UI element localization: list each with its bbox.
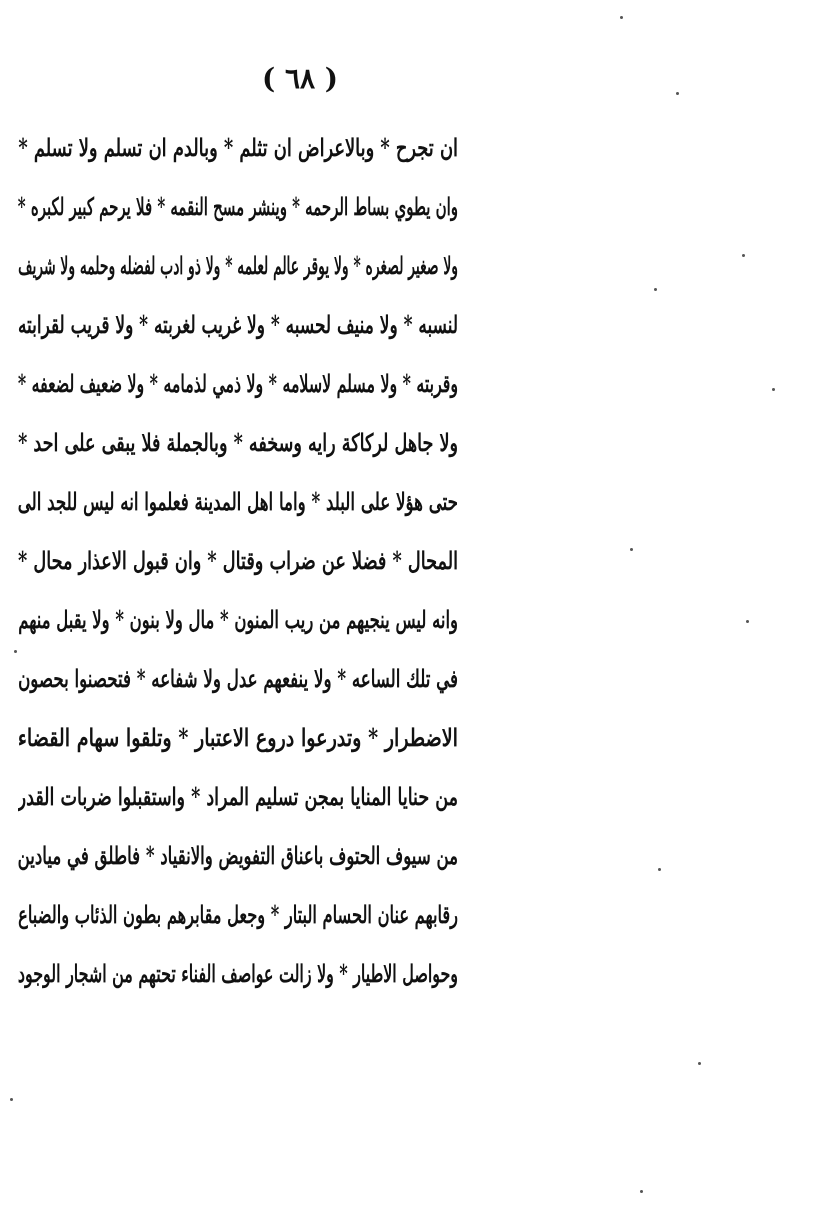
text-line bbox=[18, 354, 458, 413]
line-text: لنسبه * ولا منيف لحسبه * ولا غريب لغربته * ولا قريب لقرابته bbox=[18, 310, 458, 339]
text-line bbox=[18, 472, 458, 531]
text-line bbox=[18, 767, 458, 826]
scan-speck bbox=[14, 650, 17, 653]
scan-speck bbox=[630, 548, 633, 551]
scan-speck bbox=[658, 868, 661, 871]
scan-speck bbox=[698, 1062, 701, 1065]
line-text: ولا صغير لصغره * ولا يوقر عالم لعلمه * ولا ذو ادب لفضله وحلمه ولا شريف bbox=[18, 251, 458, 280]
text-line bbox=[18, 531, 458, 590]
line-text: وقربته * ولا مسلم لاسلامه * ولا ذمي لذمامه * ولا ضعيف لضعفه * bbox=[18, 369, 458, 398]
scan-speck bbox=[620, 16, 623, 19]
line-text: رقابهم عنان الحسام البتار * وجعل مقابرهم بطون الذئاب والضباع bbox=[18, 900, 458, 929]
scan-speck bbox=[676, 92, 679, 95]
scan-speck bbox=[746, 620, 749, 623]
line-text: حتى هؤلا على البلد * واما اهل المدينة فعلموا انه ليس للجد الى bbox=[18, 487, 458, 516]
line-text: المحال * فضلا عن ضراب وقتال * وان قبول الاعذار محال * bbox=[18, 546, 458, 575]
line-text: من سيوف الحتوف باعناق التفويض والانقياد * فاطلق في ميادين bbox=[18, 841, 458, 870]
text-line bbox=[18, 295, 458, 354]
text-line bbox=[18, 885, 458, 944]
text-line bbox=[18, 708, 458, 767]
text-line bbox=[18, 649, 458, 708]
text-block bbox=[18, 118, 458, 1003]
line-text: ان تجرح * وبالاعراض ان تثلم * وبالدم ان تسلم ولا تسلم * bbox=[18, 133, 458, 162]
scan-speck bbox=[10, 1098, 13, 1101]
scan-speck bbox=[654, 288, 657, 291]
line-text: في تلك الساعه * ولا ينفعهم عدل ولا شفاعه * فتحصنوا بحصون bbox=[18, 664, 458, 693]
page-number: ( ٦٨ ) bbox=[261, 62, 339, 95]
text-line bbox=[18, 590, 458, 649]
text-line bbox=[18, 944, 458, 1003]
scan-speck bbox=[742, 254, 745, 257]
scan-speck bbox=[640, 1190, 643, 1193]
line-text: من حنايا المنايا بمجن تسليم المراد * واستقبلوا ضربات القدر bbox=[18, 782, 458, 811]
text-line bbox=[18, 177, 458, 236]
line-text: وحواصل الاطيار * ولا زالت عواصف الفناء تحتهم من اشجار الوجود bbox=[18, 959, 458, 988]
text-line bbox=[18, 826, 458, 885]
line-text: وان يطوي بساط الرحمه * وينشر مسح النقمه * فلا يرحم كبير لكبره * bbox=[18, 192, 458, 221]
text-line bbox=[18, 236, 458, 295]
line-text: ولا جاهل لركاكة رايه وسخفه * وبالجملة فلا يبقى على احد * bbox=[18, 428, 458, 457]
line-text: الاضطرار * وتدرعوا دروع الاعتبار * وتلقوا سهام القضاء bbox=[18, 723, 458, 752]
text-line bbox=[18, 413, 458, 472]
line-text: وانه ليس ينجيهم من ريب المنون * مال ولا بنون * ولا يقبل منهم bbox=[18, 605, 458, 634]
scan-speck bbox=[772, 388, 775, 391]
text-line bbox=[18, 118, 458, 177]
